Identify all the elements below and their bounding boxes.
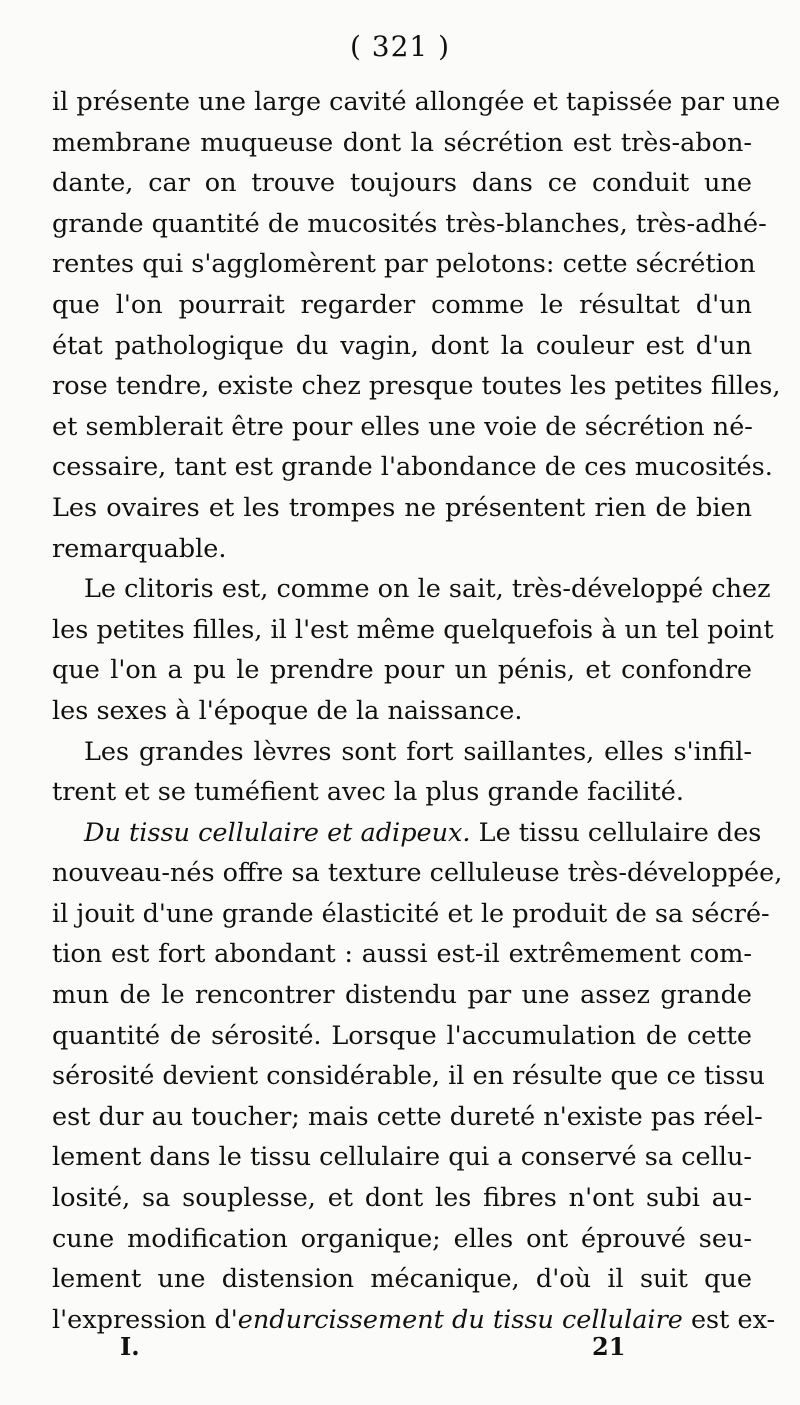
text-line: sérosité devient considérable, il en résulte que ce tissu xyxy=(52,1061,765,1092)
text-line: cessaire, tant est grande l'abondance de ces mucosités. xyxy=(52,452,773,483)
text-line: il jouit d'une grande élasticité et le produit de sa sécré- xyxy=(52,898,770,929)
text-line: rentes qui s'agglomèrent par pelotons: cette sécrétion xyxy=(52,249,756,280)
text-line: il présente une large cavité allongée et tapissée par une xyxy=(52,87,781,117)
gathering-number: 21 xyxy=(592,1332,626,1361)
text-line: les sexes à l'époque de la naissance. xyxy=(52,695,523,726)
text-line: membrane muqueuse dont la sécrétion est très-abon- xyxy=(52,127,752,158)
text-line: et semblerait être pour elles une voie de sécrétion né- xyxy=(52,411,753,442)
signature-mark: I. xyxy=(120,1332,140,1361)
text-line: trent et se tuméfient avec la plus grande facilité. xyxy=(52,777,684,808)
body-text xyxy=(52,82,783,1340)
text-line: est dur au toucher; mais cette dureté n'existe pas réel- xyxy=(52,1101,763,1132)
text-line: que l'on a pu le prendre pour un pénis, et confondre xyxy=(52,655,752,686)
text-line: dante, car on trouve toujours dans ce conduit une xyxy=(52,168,752,199)
text-line-end: est ex- xyxy=(682,1304,776,1335)
text-line-start: l'expression d' xyxy=(52,1304,238,1335)
text-line: les petites filles, il l'est même quelquefois à un tel point xyxy=(52,614,774,645)
text-line: quantité de sérosité. Lorsque l'accumulation de cette xyxy=(52,1020,752,1051)
text-line: grande quantité de mucosités très-blanches, très-adhé- xyxy=(52,208,767,239)
text-line: lement une distension mécanique, d'où il suit que xyxy=(52,1264,752,1295)
page-number: ( 321 ) xyxy=(349,30,451,63)
text-line: que l'on pourrait regarder comme le résultat d'un xyxy=(52,289,752,320)
text-line: cune modification organique; elles ont éprouvé seu- xyxy=(52,1223,752,1254)
text-line: losité, sa souplesse, et dont les fibres n'ont subi au- xyxy=(52,1183,752,1214)
text-line: tion est fort abondant : aussi est-il extrêmement com- xyxy=(52,939,752,970)
text-line: état pathologique du vagin, dont la couleur est d'un xyxy=(52,330,752,361)
text-line: lement dans le tissu cellulaire qui a conservé sa cellu- xyxy=(52,1142,752,1173)
text-line: Les ovaires et les trompes ne présentent rien de bien xyxy=(52,492,752,523)
text-line: Le clitoris est, comme on le sait, très-développé chez xyxy=(84,574,771,605)
text-line-with-heading xyxy=(52,813,762,854)
text-line: Les grandes lèvres sont fort saillantes, elles s'infil- xyxy=(84,736,752,767)
italic-phrase: endurcissement du tissu cellulaire xyxy=(237,1304,683,1335)
text-line: rose tendre, existe chez presque toutes les petites filles, xyxy=(52,371,781,402)
page-footer xyxy=(0,1332,800,1372)
text-line: nouveau-nés offre sa texture celluleuse très-développée, xyxy=(52,858,783,889)
section-heading: Du tissu cellulaire et adipeux. xyxy=(84,817,471,848)
text-line: remarquable. xyxy=(52,533,227,564)
text-line: mun de le rencontrer distendu par une assez grande xyxy=(52,980,752,1011)
text-line-rest: Le tissu cellulaire des xyxy=(478,817,762,848)
